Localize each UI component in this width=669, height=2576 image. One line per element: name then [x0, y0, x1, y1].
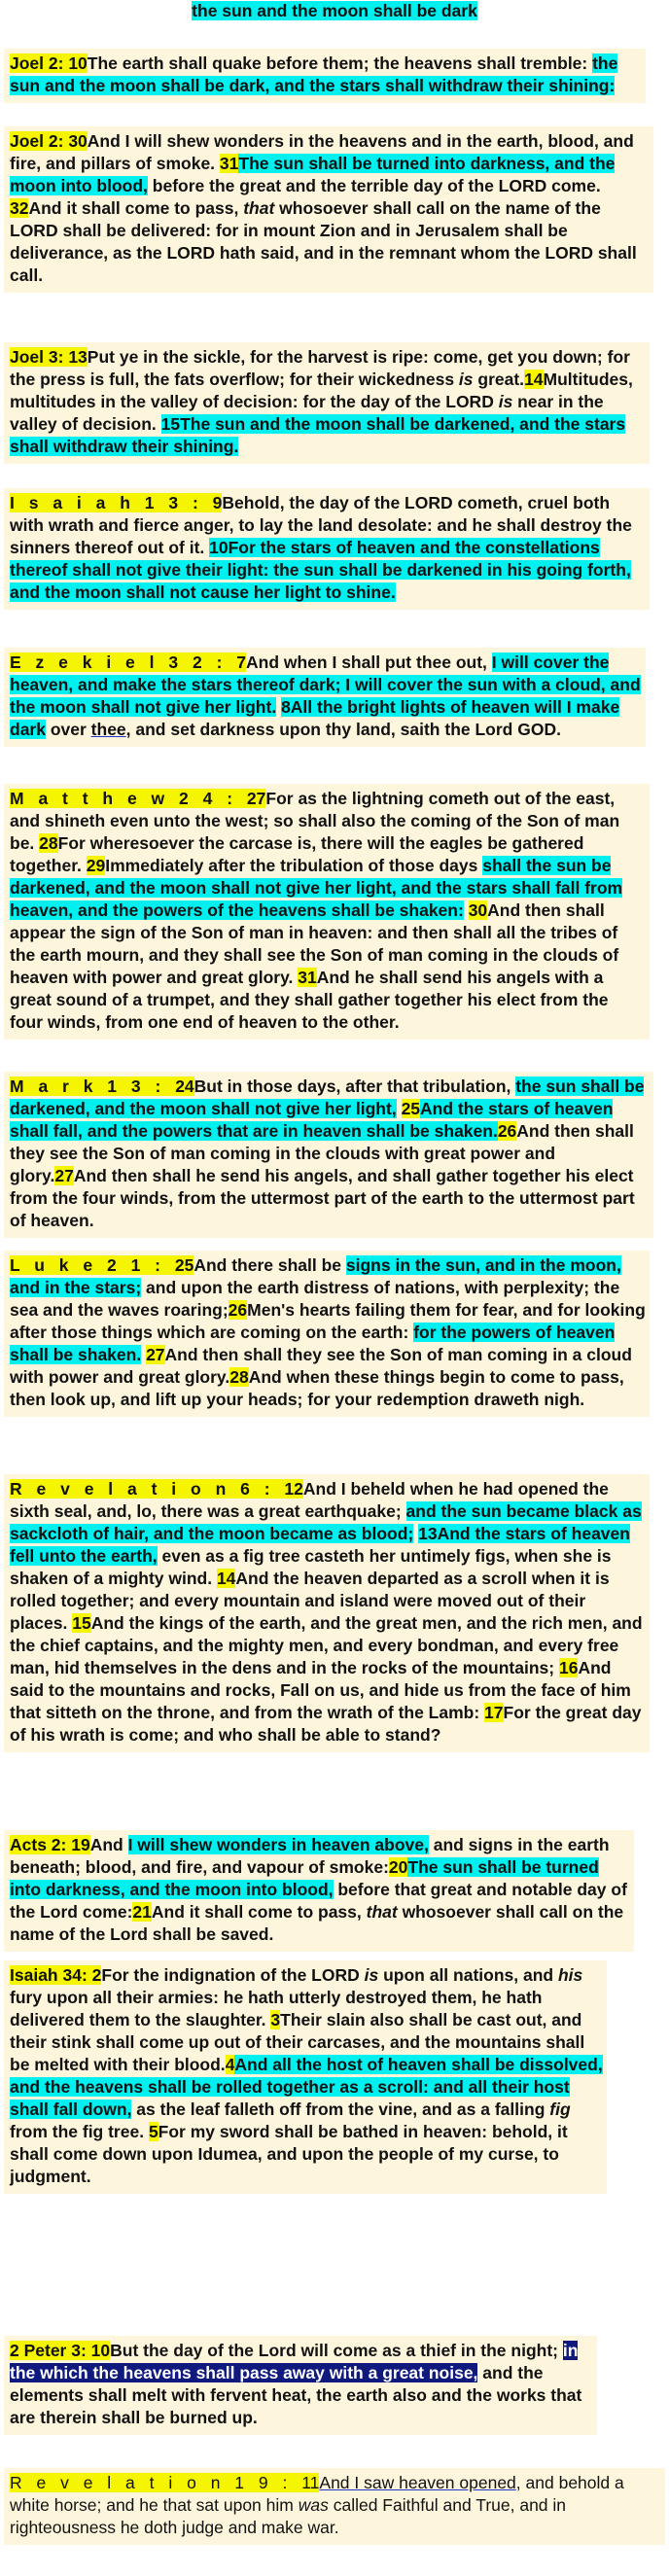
verse-reference: E z e k i e l 3 2 : — [10, 653, 237, 672]
verse-number: 4 — [225, 2055, 235, 2074]
verse-text: And then shall they see the Son of man coming in a cloud with power and great glory. — [10, 1345, 632, 1387]
verse-text: from the fig tree. — [10, 2122, 149, 2141]
verse-text: upon all nations, and — [378, 1965, 558, 1985]
highlighted-text: the sun and the moon shall be dark, and the stars shall withdraw their shining: — [10, 53, 618, 95]
verse-text: called Faithful and True, and in righteousness he doth judge and make war. — [10, 2495, 567, 2537]
verse-number: 7 — [236, 653, 246, 672]
verse-text: whosoever shall call on the name of the Lord shall be saved. — [10, 1902, 624, 1944]
verse-text: fig — [549, 2100, 571, 2119]
verse-text: But the day of the Lord will come as a thief in the night; — [110, 2341, 563, 2360]
verse-text: And then shall they see the Son of man coming in the clouds with great power and glory. — [10, 1121, 634, 1185]
verse-text — [464, 900, 469, 920]
verse-number: 28 — [39, 833, 58, 853]
verse-number: 9 — [212, 493, 223, 512]
verse-text: , and behold a white horse; and he that sat upon him — [10, 2473, 624, 2515]
verse-number: 30 — [68, 131, 88, 151]
verse-text: And he shall send his angels with a great sound of a trumpet, and they shall gather together his elect from the four winds, from one end of heaven to the other. — [10, 968, 609, 1032]
verse-text: And then shall he send his angels, and shall gather together his elect from the four winds, from the uttermost part of the earth to the uttermost part of heaven. — [10, 1166, 635, 1230]
verse-text: Multitudes, multitudes in the valley of decision: for the day of the LORD — [10, 370, 633, 411]
verse-number: 27 — [54, 1166, 74, 1185]
verse-text: Put ye in the sickle, for the harvest is ripe: come, get you down; for the press is full, the fats overflow; for their wickedness — [10, 347, 630, 389]
verse-text: before that great and notable day of the Lord come: — [10, 1880, 627, 1922]
highlighted-text: 13And the stars of heaven fell unto the earth, — [10, 1524, 630, 1566]
verse-text: fury upon all their armies: he hath utterly destroyed them, he hath delivered them to the slaughter. — [10, 1988, 543, 2029]
highlighted-text: for the powers of heaven shall be shaken. — [10, 1323, 616, 1364]
verse-text: And there shall be — [194, 1255, 346, 1275]
verse-number: 32 — [10, 198, 29, 218]
verse-text: that — [366, 1902, 398, 1922]
verse-number: 26 — [497, 1121, 517, 1141]
highlighted-text: I will shew wonders in heaven above, — [127, 1835, 429, 1854]
verse-text: and the elements shall melt with fervent heat, the earth also and the works that are therein shall be burned up. — [10, 2363, 582, 2427]
header — [0, 0, 669, 22]
verse-text: Their slain also shall be cast out, and their stink shall come up out of their carcases, and the mountains shall be melted with their blood. — [10, 2010, 585, 2074]
verse-number: 5 — [148, 2122, 158, 2141]
verse-text: And when these things begin to come to pass, then look up, and lift up your heads; for your redemption draweth nigh. — [10, 1367, 624, 1409]
verse-text: over — [45, 720, 91, 739]
verse-text: And I saw heaven opened — [319, 2473, 516, 2492]
verse-text: And I will shew wonders in the heavens and in the earth, blood, and fire, and pillars of smoke. — [10, 131, 634, 173]
verse-reference: R e v e l a t i o n 1 9 : — [10, 2473, 302, 2492]
verse-text: is — [498, 392, 513, 411]
verse-text: is — [364, 1965, 379, 1985]
verse-text: was — [298, 2495, 329, 2515]
passage-revelation-6-12 — [4, 1474, 650, 1752]
verse-reference: Acts 2: — [10, 1835, 72, 1854]
verse-text: And it shall come to pass, — [151, 1902, 367, 1922]
highlighted-text: the sun shall be darkened, and the moon shall not give her light, — [10, 1076, 645, 1118]
verse-number: 10 — [90, 2341, 111, 2360]
passage-isaiah-34-2 — [4, 1960, 607, 2194]
passage-mark-13-24 — [4, 1072, 653, 1238]
verse-number: 14 — [524, 370, 544, 389]
highlighted-text: 8All the bright lights of heaven will I make dark — [10, 697, 620, 739]
highlighted-text: 15The sun and the moon shall be darkened, and the stars shall withdraw their shining. — [10, 414, 626, 456]
verse-text: before the great and the terrible day of the LORD come. — [147, 176, 601, 195]
verse-number: 19 — [71, 1835, 90, 1854]
highlighted-text: The sun shall be turned into darkness, and the moon into blood, — [10, 1857, 599, 1899]
highlighted-text: shall the sun be darkened, and the moon shall not give her light, and the stars shall fall from heaven, and the powers of the heavens shall be shaken: — [10, 856, 623, 920]
highlighted-text: And all the host of heaven shall be dissolved, and the heavens shall be rolled together as a scroll: and all their host shall fall down, — [10, 2055, 603, 2119]
verse-text: and upon the earth distress of nations, with perplexity; the sea and the waves roaring; — [10, 1278, 620, 1320]
passage-revelation-19-11 — [4, 2468, 665, 2545]
verse-number: 25 — [401, 1099, 421, 1118]
verse-text: great. — [473, 370, 525, 389]
verse-reference: I s a i a h 1 3 : — [10, 493, 213, 512]
verse-text: For the great day of his wrath is come; and who shall be able to stand? — [10, 1703, 642, 1745]
verse-text: and signs in the earth beneath; blood, and fire, and vapour of smoke: — [10, 1835, 610, 1877]
verse-number: 30 — [468, 900, 488, 920]
verse-reference: L u k e 2 1 : — [10, 1255, 175, 1275]
passage-matthew-24-27 — [4, 784, 650, 1040]
verse-text: And the kings of the earth, and the great men, and the rich men, and the chief captains, and the mighty men, and every bondman, and every free man, hid themselves in the dens and in the rocks of the mountains; — [10, 1613, 643, 1677]
verse-number: 27 — [246, 789, 266, 808]
verse-number: 11 — [301, 2473, 320, 2492]
highlighted-text: I will cover the heaven, and make the stars thereof dark; I will cover the sun with a cloud, and the moon shall not give her light. — [10, 653, 641, 717]
verse-number: 25 — [174, 1255, 194, 1275]
verse-number: 16 — [558, 1658, 579, 1677]
verse-text: , and set darkness upon thy land, saith the Lord GOD. — [125, 720, 561, 739]
verse-number: 3 — [270, 2010, 281, 2029]
verse-text: as the leaf falleth off from the vine, and as a falling — [131, 2100, 550, 2119]
highlighted-text: And the stars of heaven shall fall, and the powers that are in heaven shall be shaken. — [10, 1099, 614, 1141]
verse-text: Immediately after the tribulation of those days — [105, 856, 483, 875]
verse-number: 28 — [229, 1367, 249, 1387]
verse-number: 31 — [298, 968, 317, 987]
verse-text: And I beheld when he had opened the sixth seal, and, lo, there was a great earthquake; — [10, 1479, 609, 1521]
verse-reference: R e v e l a t i o n 6 : — [10, 1479, 285, 1499]
verse-number: 13 — [68, 347, 88, 367]
verse-text: But in those days, after that tribulation, — [194, 1076, 516, 1096]
verse-text: For the indignation of the LORD — [101, 1965, 365, 1985]
verse-text: whosoever shall call on the name of the LORD shall be delivered: for in mount Zion and in Jerusalem shall be deliverance, as the LORD hath said, and in the remnant whom the LORD shall call. — [10, 198, 637, 285]
highlighted-text: in the which the heavens shall pass away with a great noise, — [10, 2341, 579, 2382]
verse-reference: 2 Peter 3: — [10, 2341, 91, 2360]
verse-number: 2 — [91, 1965, 102, 1985]
verse-text — [397, 1099, 402, 1118]
verse-text: his — [557, 1965, 583, 1985]
page-title: the sun and the moon shall be dark — [192, 1, 477, 20]
verse-number: 29 — [86, 856, 106, 875]
verse-text: And the heaven departed as a scroll when it is rolled together; and every mountain and island were moved out of their places. — [10, 1569, 610, 1633]
passage-joel-2-10 — [4, 49, 646, 103]
verse-text: For wheresoever the carcase is, there will the eagles be gathered together. — [10, 833, 584, 875]
verse-text: And then shall appear the sign of the Son of man in heaven: and then shall all the tribes of the earth mourn, and they shall see the Son of man coming in the clouds of heaven with power and great glory. — [10, 900, 619, 987]
verse-number: 12 — [284, 1479, 303, 1499]
verse-number: 24 — [175, 1076, 194, 1096]
highlighted-text: The sun shall be turned into darkness, and the moon into blood, — [10, 154, 616, 195]
passage-isaiah-13-9 — [4, 488, 650, 610]
verse-number: 14 — [216, 1569, 236, 1588]
verse-number: 31 — [219, 154, 239, 173]
verse-text: And said to the mountains and rocks, Fall on us, and hide us from the face of him that sitteth on the throne, and from the wrath of the Lamb: — [10, 1658, 631, 1722]
verse-reference: Isaiah 34: — [10, 1965, 92, 1985]
passage-acts-2-19 — [4, 1830, 634, 1952]
verse-number: 10 — [68, 53, 88, 73]
passage-ezekiel-32-7 — [4, 648, 646, 747]
passage-luke-21-25 — [4, 1251, 650, 1417]
verse-reference: M a t t h e w 2 4 : — [10, 789, 247, 808]
highlighted-text: 10For the stars of heaven and the constellations thereof shall not give their light: the sun shall be darkened in his going forth, and the moon shall not cause her light to shine. — [10, 538, 631, 602]
passage-2-peter-3-10 — [4, 2336, 597, 2435]
verse-text: And it shall come to pass, — [28, 198, 244, 218]
verse-reference: Joel 2: — [10, 53, 69, 73]
verse-reference: M a r k 1 3 : — [10, 1076, 176, 1096]
highlighted-text: signs in the sun, and in the moon, and in the stars; — [10, 1255, 621, 1297]
verse-text: The earth shall quake before them; the heavens shall tremble: — [87, 53, 593, 73]
verse-text: near in the valley of decision. — [10, 392, 604, 434]
passage-joel-2-30 — [4, 126, 653, 293]
verse-number: 21 — [132, 1902, 152, 1922]
verse-number: 17 — [484, 1703, 504, 1722]
verse-text: that — [243, 198, 275, 218]
verse-number: 15 — [72, 1613, 91, 1633]
verse-reference: Joel 3: — [10, 347, 69, 367]
verse-text: Behold, the day of the LORD cometh, cruel both with wrath and fierce anger, to lay the land desolate: and he shall destroy the sinners thereof out of it. — [10, 493, 632, 557]
verse-text: And — [89, 1835, 128, 1854]
passage-joel-3-13 — [4, 342, 650, 464]
verse-text: For my sword shall be bathed in heaven: behold, it shall come down upon Idumea, and upon the people of my curse, to judgment. — [10, 2122, 568, 2186]
verse-number: 20 — [388, 1857, 408, 1877]
verse-text: thee — [90, 720, 126, 739]
verse-text: Men's hearts failing them for fear, and for looking after those things which are coming on the earth: — [10, 1300, 646, 1342]
verse-text: For as the lightning cometh out of the east, and shineth even unto the west; so shall also the coming of the Son of man be. — [10, 789, 620, 853]
highlighted-text: and the sun became black as sackcloth of hair, and the moon became as blood; — [10, 1501, 642, 1543]
verse-text: And when I shall put thee out, — [246, 653, 492, 672]
verse-text: even as a fig tree casteth her untimely figs, when she is shaken of a mighty wind. — [10, 1546, 612, 1588]
verse-text: is — [458, 370, 474, 389]
verse-number: 26 — [228, 1300, 248, 1320]
verse-reference: Joel 2: — [10, 131, 69, 151]
verse-number: 27 — [146, 1345, 165, 1364]
